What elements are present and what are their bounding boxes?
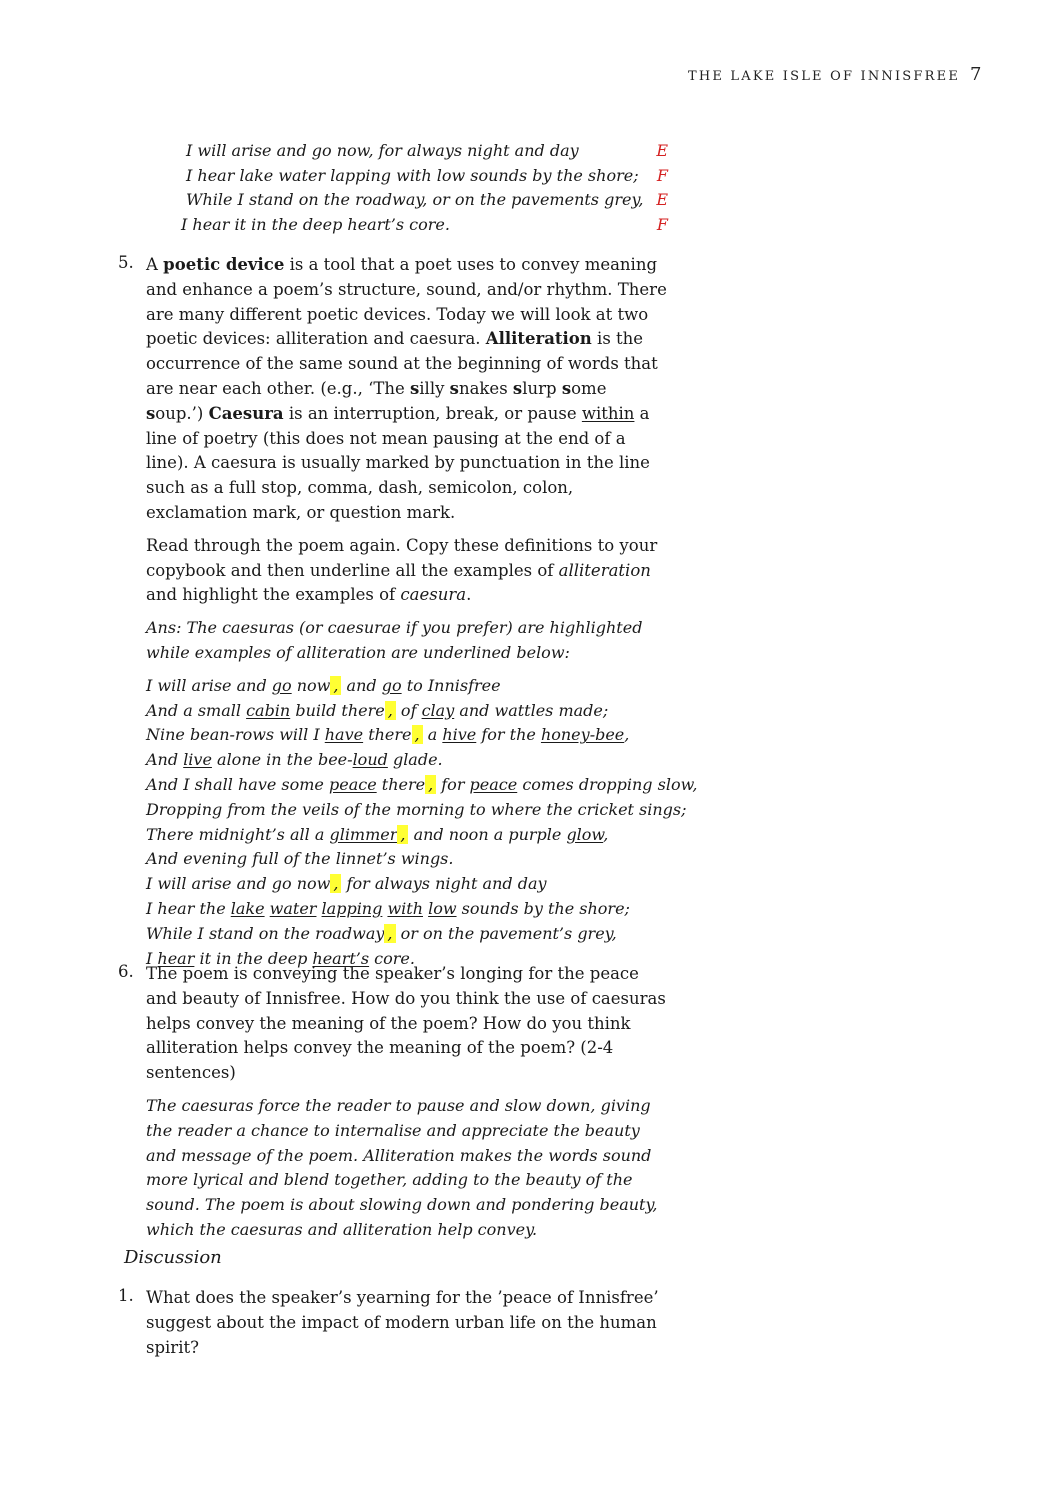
caesura-highlight: ,	[384, 924, 395, 943]
poem-line: I will arise and go now , for always night and day	[146, 874, 547, 894]
item-body	[146, 962, 668, 1243]
stanza-line-text: I hear lake water lapping with low sounds by the shore;	[186, 165, 639, 185]
poem-line: And live alone in the bee-loud glade.	[146, 750, 443, 770]
caesura-highlight: ,	[412, 725, 423, 744]
item-body	[146, 1286, 668, 1360]
item-body	[146, 253, 698, 971]
caesura-highlight: ,	[385, 701, 396, 720]
poem-line: Dropping from the veils of the morning to where the cricket sings;	[146, 799, 687, 819]
instruction-paragraph: Read through the poem again. Copy these definitions to your copybook and then underline all the examples of alliteration and highlight the examples of caesura.	[146, 535, 658, 605]
item-number: 6.	[118, 962, 134, 981]
running-header	[688, 64, 981, 85]
rhyme-letter: F	[656, 214, 668, 234]
term-poetic-device: poetic device	[163, 255, 285, 274]
item-number: 1.	[118, 1286, 134, 1305]
discussion-item-1	[118, 1286, 668, 1368]
caesura-highlight: ,	[425, 775, 436, 794]
page-number: 7	[970, 64, 982, 85]
poem-line: And a small cabin build there , of clay and wattles made;	[146, 700, 609, 720]
poem-line: And evening full of the linnet’s wings.	[146, 849, 454, 869]
item-number: 5.	[118, 253, 134, 272]
header-title: THE LAKE ISLE OF INNISFREE	[688, 69, 961, 84]
discussion-question: What does the speaker’s yearning for the ’peace of Innisfree’ suggest about the impact of modern urban life on the human spirit?	[146, 1288, 659, 1357]
rhyme-scheme-stanza	[178, 139, 668, 237]
poem-line: Nine bean-rows will I have there , a hive for the honey-bee,	[146, 725, 630, 745]
rhyme-letter: F	[656, 165, 668, 185]
rhyme-letter: E	[656, 190, 668, 210]
caesura-highlight: ,	[330, 676, 341, 695]
poem-line: I hear the lake water lapping with low sounds by the shore;	[146, 898, 630, 918]
question-paragraph: The poem is conveying the speaker’s longing for the peace and beauty of Innisfree. How do you think the use of caesuras helps convey the meaning of the poem? How do you think alliteration helps convey the meaning of the poem? (2-4 sentences)	[146, 964, 666, 1083]
stanza-line-text: I will arise and go now, for always night and day	[186, 141, 579, 160]
term-caesura: Caesura	[208, 403, 284, 423]
stanza-line	[178, 164, 668, 189]
annotated-poem	[146, 674, 698, 972]
poem-line: There midnight’s all a glimmer , and noon a purple glow,	[146, 824, 609, 844]
term-alliteration: Alliteration	[485, 329, 592, 349]
poem-line: While I stand on the roadway , or on the pavement’s grey,	[146, 923, 617, 943]
poem-line: I will arise and go now , and go to Innisfree	[146, 675, 501, 695]
caesura-highlight: ,	[330, 874, 341, 893]
caesura-highlight: ,	[397, 825, 408, 844]
stanza-line-text: While I stand on the roadway, or on the pavements grey,	[186, 190, 644, 210]
stanza-line	[178, 139, 668, 164]
discussion-heading: Discussion	[124, 1247, 222, 1268]
definitions-paragraph: A poetic device is a tool that a poet uses to convey meaning and enhance a poem’s structure, sound, and/or rhythm. There are many different poetic devices. Today we will look at two poetic devices: alliteration and caesura. Alliteration is the occurrence of the same sound at the beginning of words that are near each other. (e.g., ‘The silly snakes slurp some soup.’) Caesura is an interruption, break, or pause within a line of poetry (this does not mean pausing at the end of a line). A caesura is usually marked by punctuation in the line such as a full stop, comma, dash, semicolon, colon, exclamation mark, or question mark.	[146, 255, 667, 522]
stanza-line-text: I hear it in the deep heart’s core.	[181, 214, 450, 234]
answer-intro: Ans: The caesuras (or caesurae if you prefer) are highlighted while examples of alliteration are underlined below:	[146, 618, 643, 662]
list-item-5	[118, 253, 698, 971]
answer-paragraph: The caesuras force the reader to pause and slow down, giving the reader a chance to internalise and appreciate the beauty and message of the poem. Alliteration makes the words sound more lyrical and blend together, adding to the beauty of the sound. The poem is about slowing down and pondering beauty, which the caesuras and alliteration help convey.	[146, 1095, 658, 1239]
list-item-6	[118, 962, 668, 1251]
rhyme-letter: E	[656, 141, 668, 160]
stanza-line	[178, 188, 668, 213]
stanza-line	[178, 213, 668, 238]
poem-line: And I shall have some peace there , for peace comes dropping slow,	[146, 774, 698, 794]
poem-line: I hear it in the deep heart’s core.	[146, 948, 415, 968]
